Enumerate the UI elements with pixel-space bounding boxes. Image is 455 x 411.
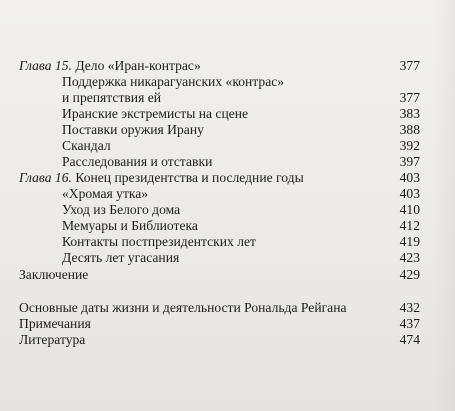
section-title: Мемуары и Библиотека (62, 218, 198, 233)
page-number: 423 (399, 250, 420, 265)
section-title: и препятствия ей (62, 90, 162, 105)
chapter-title: Конец президентства и последние годы (75, 170, 304, 185)
page-number: 392 (399, 138, 420, 153)
page-number: 383 (399, 106, 420, 121)
page-number: 429 (399, 267, 420, 282)
chapter-label: Глава 16. (19, 170, 72, 185)
page-number: 412 (399, 218, 420, 233)
section-title: Поставки оружия Ирану (62, 122, 204, 137)
page-number: 432 (399, 300, 420, 315)
section-title: Расследования и отставки (62, 154, 213, 169)
page-number: 377 (399, 58, 420, 73)
chapter-title: Дело «Иран-контрас» (75, 58, 201, 73)
chapter-label: Глава 15. (19, 58, 72, 73)
section-title: Поддержка никарагуанских «контрас» (62, 74, 285, 89)
page-number: 377 (399, 90, 420, 105)
section-title: Контакты постпрезидентских лет (62, 234, 256, 249)
page-number: 437 (399, 316, 420, 331)
section-title: Заключение (19, 267, 89, 282)
page-number: 388 (399, 122, 420, 137)
section-title: «Хромая утка» (62, 186, 149, 201)
page-number: 397 (399, 154, 420, 169)
section-title: Уход из Белого дома (62, 202, 181, 217)
page-number: 403 (399, 170, 420, 185)
page-number: 410 (399, 202, 420, 217)
toc-conclusion (0, 265, 455, 285)
section-title: Примечания (19, 316, 91, 331)
section-title: Иранские экстремисты на сцене (62, 106, 249, 121)
section-title: Основные даты жизни и деятельности Рональда Рейгана (19, 300, 347, 315)
section-title: Литература (19, 332, 86, 347)
section-title: Десять лет угасания (62, 250, 180, 265)
toc-appendix (0, 330, 455, 350)
page-number: 419 (399, 234, 420, 249)
page-number: 474 (399, 332, 420, 347)
section-title: Скандал (62, 138, 111, 153)
page-number: 403 (399, 186, 420, 201)
